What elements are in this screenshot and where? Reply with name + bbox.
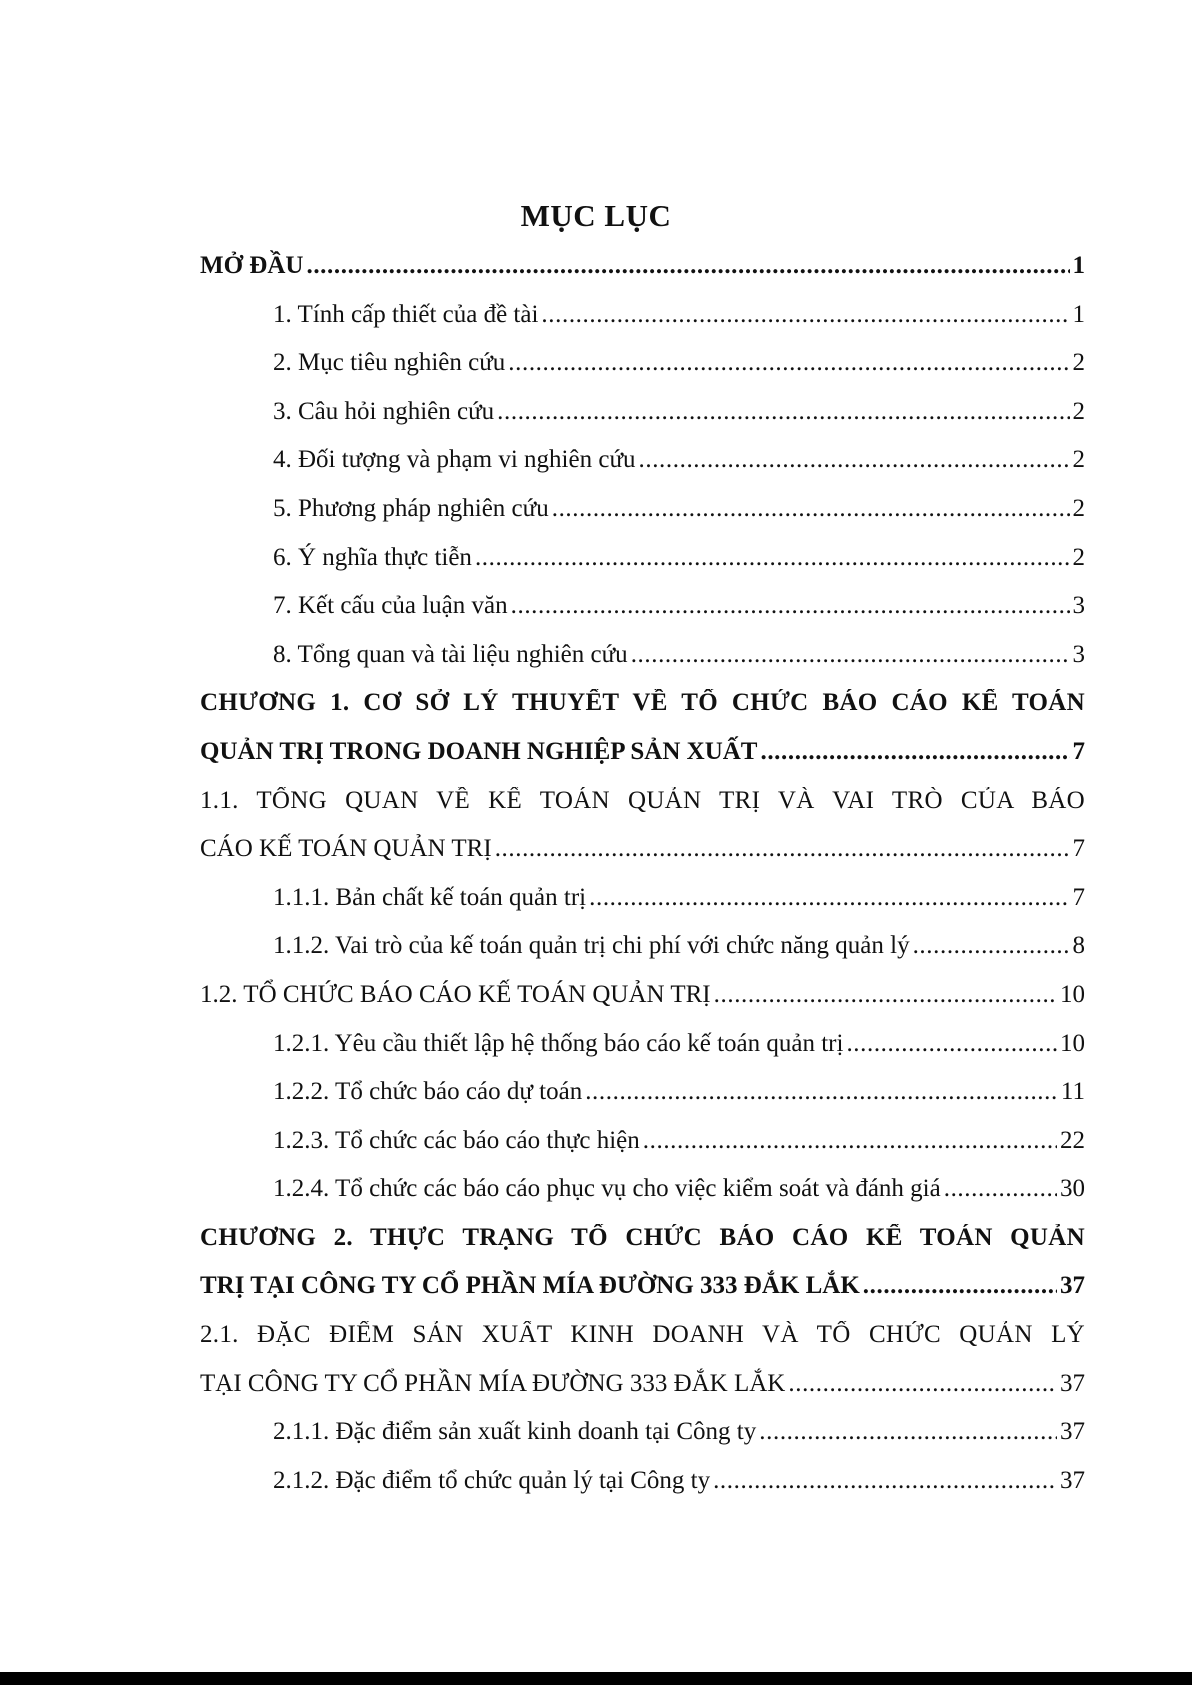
toc-page-number: 30 [1060, 1175, 1085, 1203]
toc-page-number: 37 [1060, 1369, 1085, 1397]
toc-entry[interactable] [200, 544, 1085, 593]
toc-page-number: 11 [1060, 1078, 1085, 1106]
dot-leader [497, 398, 1069, 426]
toc-entry[interactable] [200, 738, 1085, 787]
toc-entry-label: 7. Kết cấu của luận văn [273, 592, 508, 620]
dot-leader [846, 1030, 1057, 1058]
toc-entry-label: QUẢN TRỊ TRONG DOANH NGHIỆP SẢN XUẤT [200, 737, 758, 765]
toc-entry[interactable] [200, 446, 1085, 495]
toc-entry-label: 1.2.3. Tổ chức các báo cáo thực hiện [273, 1126, 640, 1154]
toc-entry[interactable] [200, 398, 1085, 447]
toc-entry-label: 1. Tính cấp thiết của đề tài [273, 300, 539, 328]
toc-page-number: 7 [1072, 737, 1085, 765]
dot-leader [552, 495, 1070, 523]
toc-entry[interactable] [200, 252, 1085, 301]
toc-entry-heading-line [200, 1321, 1085, 1370]
toc-entry-label: 8. Tổng quan và tài liệu nghiên cứu [273, 640, 628, 668]
toc-page-number: 2 [1072, 494, 1085, 522]
toc-entry[interactable] [200, 349, 1085, 398]
table-of-contents [200, 252, 1085, 1515]
toc-entry-label: 2.1.2. Đặc điểm tổ chức quản lý tại Công ty [273, 1466, 711, 1494]
toc-entry-heading-text: 2.1. ĐẶC ĐIỂM SẢN XUẤT KINH DOANH VÀ TỔ CHỨC QUẢN LÝ [200, 1321, 1085, 1349]
toc-page-number: 2 [1072, 349, 1085, 377]
toc-entry[interactable] [200, 1418, 1085, 1467]
dot-leader [714, 981, 1057, 1009]
toc-entry-label: MỞ ĐẦU [200, 252, 304, 279]
toc-entry[interactable] [200, 932, 1085, 981]
toc-entry-label: 1.1.1. Bản chất kế toán quản trị [273, 883, 587, 911]
toc-entry-label: TRỊ TẠI CÔNG TY CỔ PHẦN MÍA ĐƯỜNG 333 ĐẮK LẮK [200, 1272, 860, 1300]
toc-entry[interactable] [200, 1030, 1085, 1079]
dot-leader [944, 1175, 1057, 1203]
dot-leader [788, 1370, 1057, 1398]
toc-page-number: 3 [1072, 640, 1085, 668]
toc-entry-label: 1.2.4. Tổ chức các báo cáo phục vụ cho việc kiểm soát và đánh giá [273, 1175, 941, 1203]
dot-leader [913, 932, 1070, 960]
toc-entry-label: TẠI CÔNG TY CỔ PHẦN MÍA ĐƯỜNG 333 ĐẮK LẮK [200, 1369, 786, 1397]
toc-page-number: 22 [1060, 1126, 1085, 1154]
toc-entry-label: 5. Phương pháp nghiên cứu [273, 494, 549, 522]
toc-entry-label: 1.2.2. Tổ chức báo cáo dự toán [273, 1078, 583, 1106]
toc-entry-heading-text: CHƯƠNG 2. THỰC TRẠNG TỔ CHỨC BÁO CÁO KẾ TOÁN QUẢN [200, 1223, 1085, 1251]
toc-entry-label: CÁO KẾ TOÁN QUẢN TRỊ [200, 835, 492, 863]
toc-page-number: 2 [1072, 543, 1085, 571]
dot-leader [306, 252, 1069, 280]
toc-entry[interactable] [200, 1127, 1085, 1176]
toc-entry[interactable] [200, 981, 1085, 1030]
dot-leader [541, 301, 1069, 329]
toc-entry-label: 3. Câu hỏi nghiên cứu [273, 397, 495, 425]
dot-leader [863, 1272, 1057, 1300]
toc-entry[interactable] [200, 1078, 1085, 1127]
toc-entry-heading-line [200, 689, 1085, 738]
dot-leader [639, 446, 1070, 474]
dot-leader [643, 1127, 1057, 1155]
dot-leader [585, 1078, 1058, 1106]
toc-entry-heading-text: CHƯƠNG 1. CƠ SỞ LÝ THUYẾT VỀ TỔ CHỨC BÁO CÁO KẾ TOÁN [200, 689, 1085, 717]
toc-page-number: 7 [1072, 835, 1085, 863]
toc-entry-label: 4. Đối tượng và phạm vi nghiên cứu [273, 446, 636, 474]
dot-leader [759, 1418, 1057, 1446]
toc-page-number: 1 [1072, 300, 1085, 328]
toc-page-number: 10 [1060, 1029, 1085, 1057]
toc-page-number: 8 [1072, 932, 1085, 960]
toc-entry-heading-line [200, 1224, 1085, 1273]
toc-entry-label: 2.1.1. Đặc điểm sản xuất kinh doanh tại Công ty [273, 1418, 757, 1446]
toc-entry-label: 1.1.2. Vai trò của kế toán quản trị chi phí với chức năng quản lý [273, 932, 910, 960]
toc-entry-label: 1.2.1. Yêu cầu thiết lập hệ thống báo cáo kế toán quản trị [273, 1029, 844, 1057]
toc-page-number: 2 [1072, 446, 1085, 474]
toc-page-number: 1 [1072, 252, 1085, 279]
toc-entry-label: 2. Mục tiêu nghiên cứu [273, 349, 506, 377]
toc-entry-heading-text: 1.1. TỔNG QUAN VỀ KẾ TOÁN QUẢN TRỊ VÀ VAI TRÒ CỦA BÁO [200, 786, 1085, 814]
toc-page-number: 37 [1060, 1272, 1085, 1300]
toc-entry-heading-line [200, 787, 1085, 836]
page-title: MỤC LỤC [520, 198, 672, 233]
toc-page-number: 7 [1072, 883, 1085, 911]
toc-page-number: 3 [1072, 592, 1085, 620]
toc-page-number: 37 [1060, 1466, 1085, 1494]
toc-entry[interactable] [200, 592, 1085, 641]
page-bottom-edge [0, 1672, 1192, 1685]
dot-leader [631, 641, 1070, 669]
toc-entry-label: 1.2. TỔ CHỨC BÁO CÁO KẾ TOÁN QUẢN TRỊ [200, 980, 711, 1008]
dot-leader [760, 738, 1069, 766]
toc-page-number: 37 [1060, 1418, 1085, 1446]
toc-entry[interactable] [200, 495, 1085, 544]
dot-leader [511, 592, 1070, 620]
toc-entry[interactable] [200, 1175, 1085, 1224]
toc-entry-label: 6. Ý nghĩa thực tiễn [273, 543, 472, 571]
dot-leader [475, 544, 1070, 572]
toc-page-number: 2 [1072, 397, 1085, 425]
toc-entry[interactable] [200, 1272, 1085, 1321]
toc-page-number: 10 [1060, 980, 1085, 1008]
toc-entry[interactable] [200, 835, 1085, 884]
dot-leader [589, 884, 1069, 912]
dot-leader [495, 835, 1070, 863]
toc-entry[interactable] [200, 1467, 1085, 1516]
toc-entry[interactable] [200, 641, 1085, 690]
toc-entry[interactable] [200, 301, 1085, 350]
toc-entry[interactable] [200, 1370, 1085, 1419]
toc-entry[interactable] [200, 884, 1085, 933]
dot-leader [508, 349, 1069, 377]
dot-leader [713, 1467, 1057, 1495]
